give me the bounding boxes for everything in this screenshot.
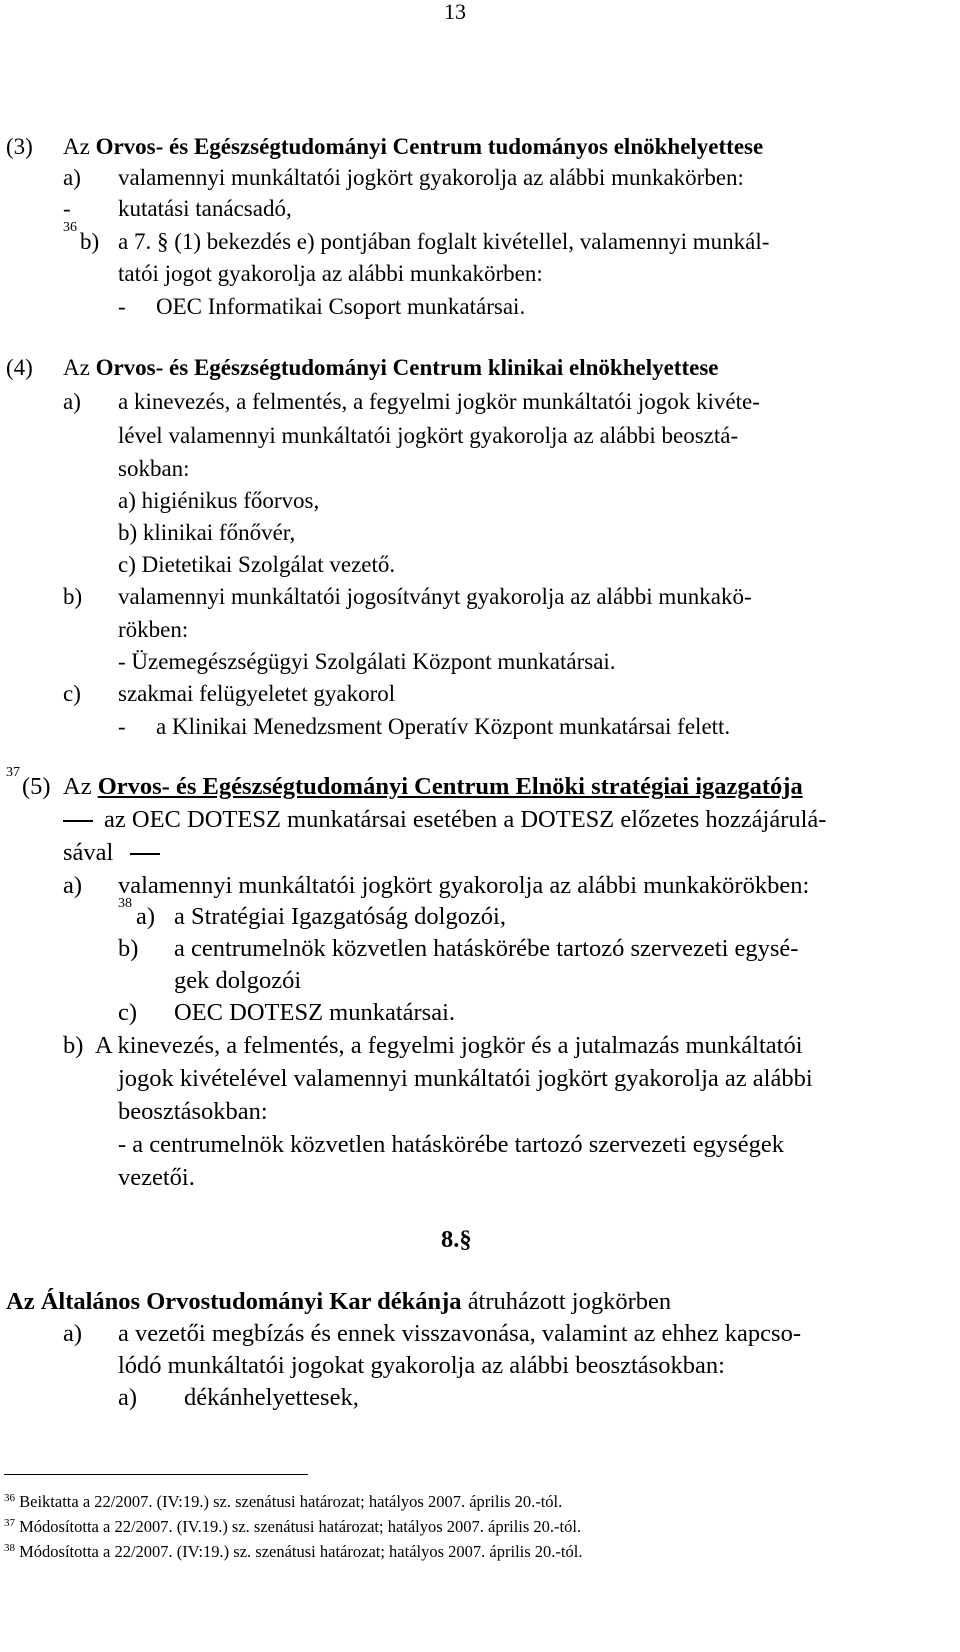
s3-num: (3): [6, 134, 33, 159]
page-number: 13: [444, 0, 466, 24]
s8-a-item-1-text: dékánhelyettesek,: [184, 1384, 359, 1411]
s5-i2-text-1: a centrumelnök közvetlen hatáskörébe tartozó szervezeti egysé-: [174, 935, 799, 962]
footnote-ref-36[interactable]: 36: [63, 220, 77, 235]
footnote-37-num: 37: [4, 1517, 15, 1529]
s5-b-label: b): [63, 1032, 84, 1059]
s5-lead: Az: [63, 773, 98, 800]
s4-title: Orvos- és Egészségtudományi Centrum klinikai elnökhelyettese: [95, 355, 719, 380]
s5-line-2: az OEC DOTESZ munkatársai esetében a DOTESZ előzetes hozzájárulá-: [104, 806, 827, 833]
s4-b-text-1: valamennyi munkáltatói jogosítványt gyakorolja az alábbi munkakö-: [118, 584, 752, 609]
s3-title: Orvos- és Egészségtudományi Centrum tudományos elnökhelyettese: [95, 134, 764, 159]
s4-a-text-2: lével valamennyi munkáltatói jogkört gyakorolja az alábbi beosztá-: [118, 423, 739, 448]
s8-a-label: a): [63, 1320, 83, 1347]
s3-b-text-2: tatói jogot gyakorolja az alábbi munkakörben:: [118, 261, 543, 286]
s4-a-text-3: sokban:: [118, 456, 190, 481]
footnote-36-num: 36: [4, 1492, 15, 1504]
s4-a-label: a): [63, 389, 81, 414]
s3-dash-text: kutatási tanácsadó,: [118, 196, 292, 221]
s5-i3-label: c): [118, 999, 138, 1026]
s5-heading: [63, 773, 803, 801]
footnote-37: [4, 1517, 581, 1539]
s8-rest: átruházott jogkörben: [461, 1288, 672, 1315]
s3-b-label: b): [80, 229, 100, 254]
s5-b-text-1: A kinevezés, a felmentés, a fegyelmi jogkör és a jutalmazás munkáltatói: [95, 1032, 803, 1059]
s3-heading: [63, 133, 763, 161]
s4-b-label: b): [63, 584, 83, 609]
s4-c-label: c): [63, 681, 81, 706]
s5-num: (5): [22, 773, 51, 800]
footnote-36: [4, 1492, 562, 1514]
s3-b-dash: -: [118, 294, 126, 319]
s5-b-dash-2: vezetői.: [118, 1164, 195, 1191]
s8-a-item-1-label: a): [118, 1384, 138, 1411]
s4-heading: [63, 354, 718, 382]
s4-c-text: szakmai felügyeletet gyakorol: [118, 681, 396, 706]
s5-i2-text-2: gek dolgozói: [174, 967, 302, 994]
s8-lead: [6, 1288, 671, 1316]
footnote-36-text: Beiktatta a 22/2007. (IV:19.) sz. szenátusi határozat; hatályos 2007. április 20.-tól.: [19, 1492, 563, 1511]
footnote-38-num: 38: [4, 1542, 15, 1554]
footnote-38: [4, 1542, 582, 1564]
s8-heading: 8.§: [441, 1226, 472, 1253]
s4-lead: Az: [63, 355, 96, 380]
s5-dash-close: [130, 853, 160, 855]
s5-title: Orvos- és Egészségtudományi Centrum Elnöki stratégiai igazgatója: [97, 773, 803, 800]
footnote-ref-38[interactable]: 38: [118, 896, 132, 911]
s4-b-dash: - Üzemegészségügyi Szolgálati Központ munkatársai.: [118, 649, 616, 674]
s5-i3-text: OEC DOTESZ munkatársai.: [174, 999, 456, 1026]
s5-line-3: sával: [63, 839, 114, 866]
footnote-ref-37[interactable]: 37: [6, 765, 20, 780]
s8-a-text-2: lódó munkáltatói jogokat gyakorolja az alábbi beosztásokban:: [118, 1352, 725, 1379]
s4-num: (4): [6, 355, 33, 380]
s8-a-text-1: a vezetői megbízás és ennek visszavonása, valamint az ehhez kapcso-: [118, 1320, 801, 1347]
s5-b-text-2: jogok kivételével valamennyi munkáltatói jogkört gyakorolja az alábbi: [118, 1065, 813, 1092]
s3-dash: -: [63, 196, 71, 221]
s4-c-dash: -: [118, 714, 126, 739]
s5-i1-label: a): [136, 903, 156, 930]
s4-a-item-1: a) higiénikus főorvos,: [118, 488, 320, 513]
s4-b-text-2: rökben:: [118, 617, 189, 642]
s3-b-dash-text: OEC Informatikai Csoport munkatársai.: [156, 294, 526, 319]
s4-c-dash-text: a Klinikai Menedzsment Operatív Központ munkatársai felett.: [156, 714, 731, 739]
s3-b-text-1: a 7. § (1) bekezdés e) pontjában foglalt kivétellel, valamennyi munkál-: [118, 229, 770, 254]
s5-dash-open: [63, 820, 93, 822]
s4-a-item-2: b) klinikai főnővér,: [118, 520, 296, 545]
footnote-separator: [4, 1474, 308, 1475]
s3-a-label: a): [63, 165, 81, 190]
s5-a-text: valamennyi munkáltatói jogkört gyakorolja az alábbi munkakörökben:: [118, 872, 810, 899]
s5-b-dash: - a centrumelnök közvetlen hatáskörébe tartozó szervezeti egységek: [118, 1131, 784, 1158]
s5-i1-text: a Stratégiai Igazgatóság dolgozói,: [174, 903, 506, 930]
s8-title: Az Általános Orvostudományi Kar dékánja: [6, 1288, 462, 1315]
s5-i2-label: b): [118, 935, 139, 962]
footnote-37-text: Módosította a 22/2007. (IV.19.) sz. szenátusi határozat; hatályos 2007. április 20.-tól.: [19, 1517, 582, 1536]
s5-a-label: a): [63, 872, 83, 899]
s4-a-text-1: a kinevezés, a felmentés, a fegyelmi jogkör munkáltatói jogok kivéte-: [118, 389, 760, 414]
footnote-38-text: Módosította a 22/2007. (IV:19.) sz. szenátusi határozat; hatályos 2007. április 20.-tól.: [19, 1542, 583, 1561]
s3-lead: Az: [63, 134, 96, 159]
s5-b-text-3: beosztásokban:: [118, 1098, 268, 1125]
s4-a-item-3: c) Dietetikai Szolgálat vezető.: [118, 552, 396, 577]
s3-a-text: valamennyi munkáltatói jogkört gyakorolja az alábbi munkakörben:: [118, 165, 744, 190]
